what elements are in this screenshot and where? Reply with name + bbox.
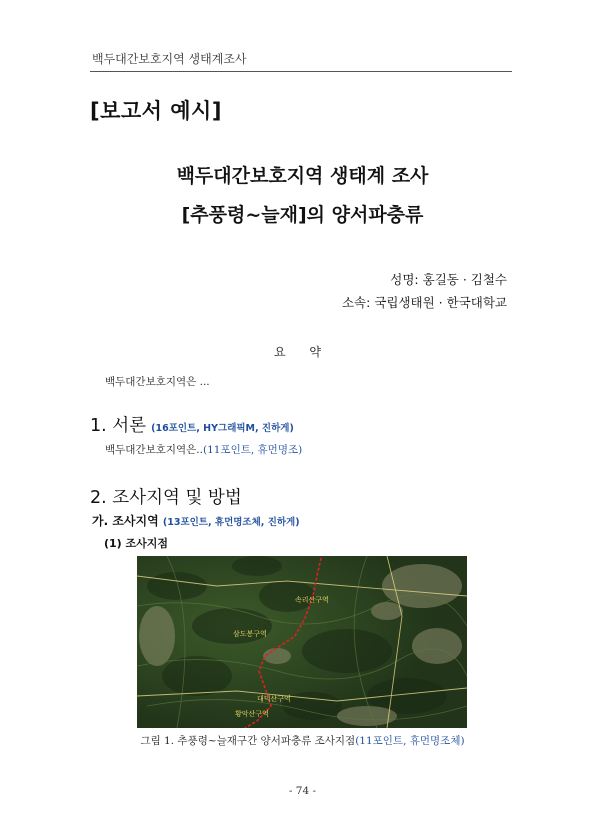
map-label-daedeoksan: 대덕산구역 xyxy=(257,695,291,703)
section-1-heading: 1. 서론 xyxy=(90,416,147,436)
figure-caption-row xyxy=(0,733,605,748)
sub-subsection-heading: (1) 조사지점 xyxy=(104,537,169,550)
section-1-body-format-note: (11포인트, 휴먼명조) xyxy=(202,444,303,456)
section-1-body: 백두대간보호지역은.. xyxy=(105,444,203,456)
document-title-line2: [추풍령~늘재]의 양서파충류 xyxy=(181,204,424,226)
document-title-line1: 백두대간보호지역 생태계 조사 xyxy=(176,165,429,187)
subsection-heading-row xyxy=(92,512,300,529)
section-1-body-row xyxy=(105,442,302,457)
author-names: 성명: 홍길동 · 김철수 xyxy=(390,272,507,287)
section-1-heading-row xyxy=(90,412,294,437)
abstract-heading: 요 약 xyxy=(274,345,331,359)
report-label: [보고서 예시] xyxy=(90,99,222,123)
section-2-heading: 2. 조사지역 및 방법 xyxy=(90,488,242,508)
author-affiliation: 소속: 국립생태원 · 한국대학교 xyxy=(341,295,507,310)
section-1-format-note: (16포인트, HY그래픽M, 진하게) xyxy=(151,423,294,434)
figure-caption-format-note: (11포인트, 휴먼명조체) xyxy=(355,735,465,747)
abstract-body: 백두대간보호지역은 ... xyxy=(105,376,210,388)
survey-site-map xyxy=(137,556,467,728)
map-label-samdobong: 삼도봉구역 xyxy=(233,630,267,638)
subsection-heading: 가. 조사지역 xyxy=(92,514,159,528)
map-label-songnisan: 속리산구역 xyxy=(295,596,329,604)
figure-caption: 그림 1. 추풍령~늘재구간 양서파충류 조사지점 xyxy=(140,735,356,747)
header-rule xyxy=(90,71,512,72)
section-2-heading-row xyxy=(90,484,242,509)
page-number: - 74 - xyxy=(288,785,317,797)
running-header: 백두대간보호지역 생태계조사 xyxy=(92,52,247,66)
map-label-hwangaksan: 황악산구역 xyxy=(235,710,269,718)
subsection-format-note: (13포인트, 휴먼명조체, 진하게) xyxy=(162,517,300,528)
